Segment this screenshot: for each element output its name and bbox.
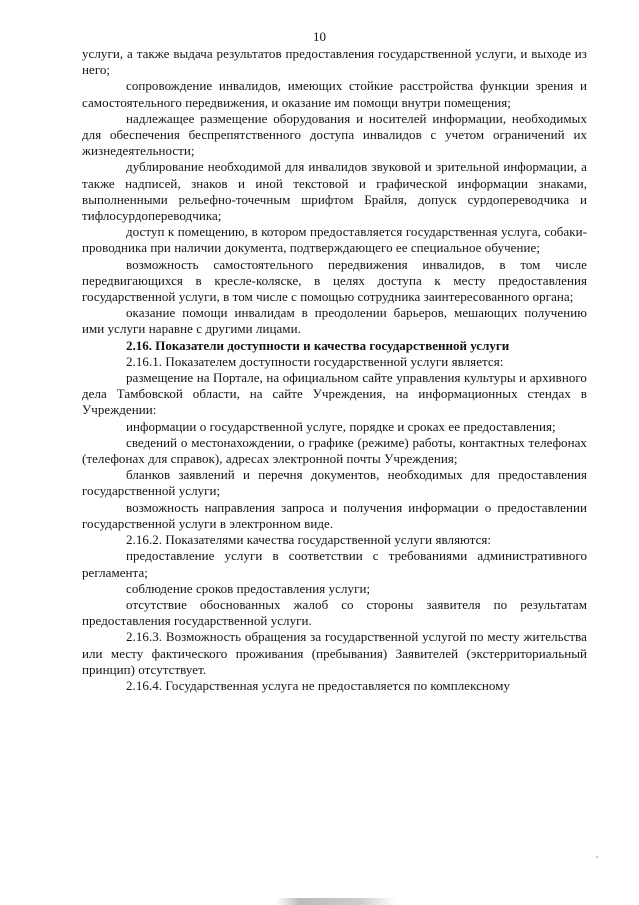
paragraph: сведений о местонахождении, о графике (режиме) работы, контактных телефонах (телефонах для справок), адресах электронной почты Учреждения; [82,434,587,467]
paragraph: отсутствие обоснованных жалоб со стороны заявителя по результатам предоставления государственной услуги. [82,596,587,629]
paragraph: размещение на Портале, на официальном сайте управления культуры и архивного дела Тамбовской области, на сайте Учреждения, на информационных стендах в Учреждении: [82,370,587,418]
paragraph: надлежащее размещение оборудования и носителей информации, необходимых для обеспечения беспрепятственного доступа инвалидов с учетом ограничений их жизнедеятельности; [82,110,587,159]
paragraph: предоставление услуги в соответствии с требованиями административного регламента; [82,548,587,580]
paragraph: возможность направления запроса и получения информации о предоставлении государственной услуги в электронном виде. [82,499,587,531]
paragraph: доступ к помещению, в котором предоставляется государственная услуга, собаки-проводника при наличии документа, подтверждающего ее специальное обучение; [82,224,587,256]
paragraph: информации о государственной услуге, порядке и сроках ее предоставления; [126,418,556,434]
document-body [82,46,587,694]
paragraph: возможность самостоятельного передвижения инвалидов, в том числе передвигающихся в кресле-коляске, в целях доступа к месту предоставления государственной услуги, в том числе с помощью сотрудника заинтересованного органа; [82,256,587,305]
paragraph: 2.16.1. Показателем доступности государственной услуги является: [126,353,504,369]
paragraph: соблюдение сроков предоставления услуги; [126,580,371,596]
page-number: 10 [313,29,326,44]
section-heading: 2.16. Показатели доступности и качества государственной услуги [126,337,510,353]
paragraph: дублирование необходимой для инвалидов звуковой и зрительной информации, а также надписей, знаков и иной текстовой и графической информации знаками, выполненными рельефно-точечным шрифтом Брайля, допуск сурдопереводчика и тифлосурдопереводчика; [82,159,587,224]
paragraph: бланков заявлений и перечня документов, необходимых для предоставления государственной услуги; [82,467,587,499]
paragraph: 2.16.3. Возможность обращения за государственной услугой по месту жительства или месту фактического проживания (пребывания) Заявителей (экстерриториальный принцип) отсутствует. [82,629,587,677]
paragraph: оказание помощи инвалидам в преодолении барьеров, мешающих получению ими услуги наравне с другими лицами. [82,305,587,337]
paragraph: 2.16.4. Государственная услуга не предоставляется по комплексному [126,677,511,693]
scan-artifact [276,898,396,905]
paragraph: услуги, а также выдача результатов предоставления государственной услуги, и выходе из него; [82,46,587,78]
paragraph: 2.16.2. Показателями качества государственной услуги являются: [126,532,492,548]
scan-speck [596,856,598,858]
paragraph: сопровождение инвалидов, имеющих стойкие расстройства функции зрения и самостоятельного передвижения, и оказание им помощи внутри помещения; [82,78,587,110]
